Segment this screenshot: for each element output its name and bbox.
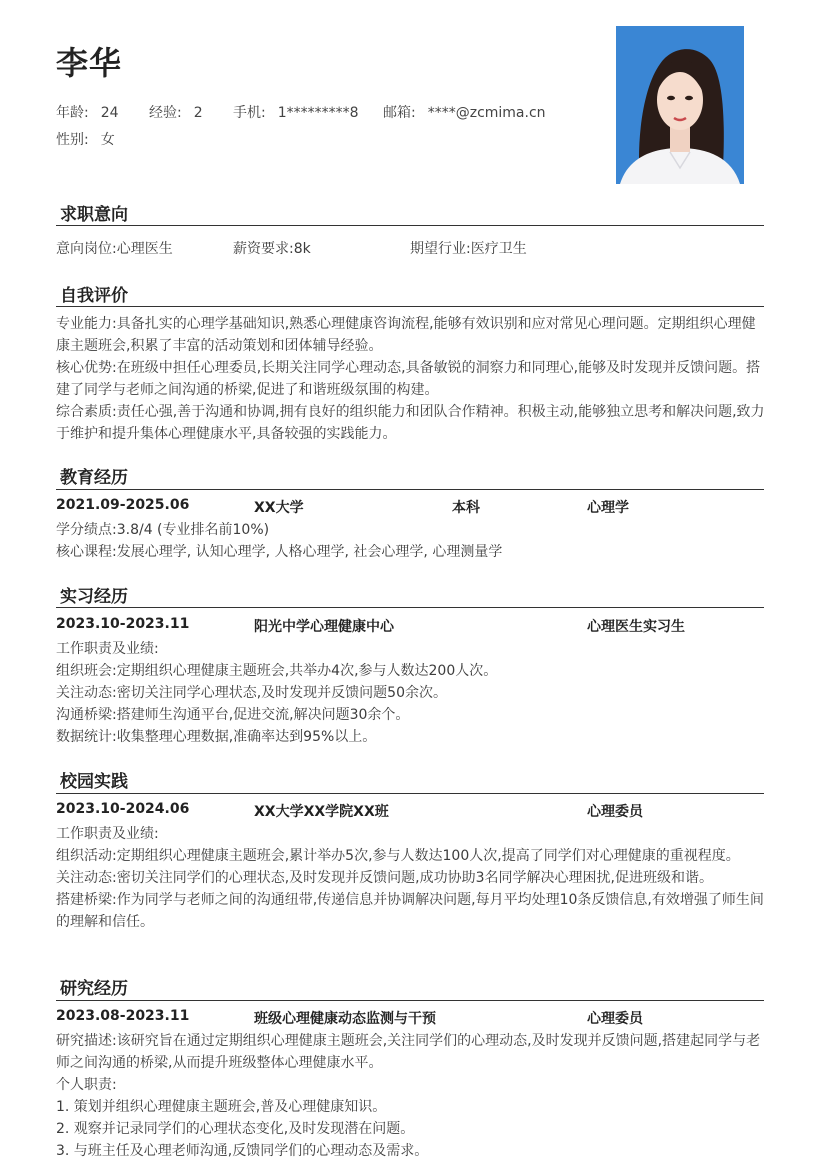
section-title-job-intent: 求职意向 (60, 205, 128, 225)
profile-photo (616, 26, 744, 184)
self-eval-professional: 专业能力:具备扎实的心理学基础知识,熟悉心理健康咨询流程,能够有效识别和应对常见心理问题。定期组织心理健康主题班会,积累了丰富的活动策划和团体辅导经验。 (56, 316, 756, 354)
age-item (56, 102, 149, 122)
campus-line: 组织活动:定期组织心理健康主题班会,累计举办5次,参与人数达100人次,提高了同学们对心理健康的重视程度。 (56, 848, 740, 864)
section-divider (56, 225, 764, 226)
research-details (56, 1030, 766, 1162)
gender-row (56, 129, 115, 149)
portrait-image (616, 26, 744, 184)
section-title-education: 教育经历 (60, 468, 128, 488)
internship-period: 2023.10-2023.11 (56, 616, 190, 632)
internship-line: 组织班会:定期组织心理健康主题班会,共举办4次,参与人数达200人次。 (56, 663, 498, 679)
experience-label: 经验: (149, 105, 182, 121)
campus-details (56, 823, 766, 933)
basic-info-row (56, 102, 546, 122)
education-gpa: 学分绩点:3.8/4 (专业排名前10%) (56, 522, 270, 538)
gender-value: 女 (100, 132, 115, 148)
research-project: 班级心理健康动态监测与干预 (254, 1011, 436, 1027)
education-major: 心理学 (587, 500, 629, 516)
campus-org: XX大学XX学院XX班 (254, 804, 389, 820)
internship-role: 心理医生实习生 (587, 619, 685, 635)
experience-item (149, 102, 233, 122)
phone-item (233, 102, 383, 122)
experience-value: 2 (193, 105, 203, 121)
desired-position: 意向岗位:心理医生 (56, 241, 173, 257)
section-divider (56, 793, 764, 794)
research-line: 研究描述:该研究旨在通过定期组织心理健康主题班会,关注同学们的心理动态,及时发现并反馈问题,搭建起同学与老师之间沟通的桥梁,从而提升班级整体心理健康水平。 (56, 1033, 761, 1071)
education-school: XX大学 (254, 500, 304, 516)
internship-line: 沟通桥梁:搭建师生沟通平台,促进交流,解决问题30余个。 (56, 707, 410, 723)
internship-org: 阳光中学心理健康中心 (254, 619, 394, 635)
age-label: 年龄: (56, 105, 89, 121)
self-eval-strength: 核心优势:在班级中担任心理委员,长期关注同学心理动态,具备敏锐的洞察力和同理心,能够及时发现并反馈问题。搭建了同学与老师之间沟通的桥梁,促进了和谐班级氛围的构建。 (56, 360, 761, 398)
section-title-internship: 实习经历 (60, 587, 128, 607)
campus-line: 工作职责及业绩: (56, 826, 159, 842)
campus-header-row (56, 801, 764, 821)
campus-line: 搭建桥梁:作为同学与老师之间的沟通纽带,传递信息并协调解决问题,每月平均处理10条反馈信息,有效增强了师生间的理解和信任。 (56, 892, 764, 930)
internship-line: 工作职责及业绩: (56, 641, 159, 657)
section-divider (56, 306, 764, 307)
internship-header-row (56, 616, 764, 636)
research-line: 个人职责: (56, 1077, 117, 1093)
email-item (383, 102, 546, 122)
education-details (56, 519, 766, 563)
phone-label: 手机: (233, 105, 266, 121)
research-line: 2. 观察并记录同学们的心理状态变化,及时发现潜在问题。 (56, 1121, 415, 1137)
education-header-row (56, 497, 764, 517)
expected-industry: 期望行业:医疗卫生 (410, 241, 527, 257)
section-title-self-evaluation: 自我评价 (60, 286, 128, 306)
research-header-row (56, 1008, 764, 1028)
candidate-name: 李华 (56, 44, 123, 82)
research-role: 心理委员 (587, 1011, 643, 1027)
research-line: 1. 策划并组织心理健康主题班会,普及心理健康知识。 (56, 1099, 387, 1115)
section-title-campus-practice: 校园实践 (60, 772, 128, 792)
research-period: 2023.08-2023.11 (56, 1008, 190, 1024)
education-degree: 本科 (452, 500, 480, 516)
internship-details (56, 638, 766, 748)
education-courses: 核心课程:发展心理学, 认知心理学, 人格心理学, 社会心理学, 心理测量学 (56, 544, 503, 560)
section-divider (56, 489, 764, 490)
email-label: 邮箱: (383, 105, 416, 121)
section-divider (56, 607, 764, 608)
self-evaluation-body (56, 313, 766, 445)
internship-line: 关注动态:密切关注同学心理状态,及时发现并反馈问题50余次。 (56, 685, 447, 701)
age-value: 24 (100, 105, 119, 121)
campus-period: 2023.10-2024.06 (56, 801, 190, 817)
expected-salary: 薪资要求:8k (233, 241, 311, 257)
email-value: ****@zcmima.cn (427, 105, 546, 121)
section-title-research: 研究经历 (60, 979, 128, 999)
phone-value: 1*********8 (277, 105, 359, 121)
internship-line: 数据统计:收集整理心理数据,准确率达到95%以上。 (56, 729, 377, 745)
gender-label: 性别: (56, 132, 89, 148)
section-divider (56, 1000, 764, 1001)
education-period: 2021.09-2025.06 (56, 497, 190, 513)
campus-line: 关注动态:密切关注同学们的心理状态,及时发现并反馈问题,成功协助3名同学解决心理困扰,促进班级和谐。 (56, 870, 713, 886)
research-line: 3. 与班主任及心理老师沟通,反馈同学们的心理动态及需求。 (56, 1143, 429, 1159)
campus-role: 心理委员 (587, 804, 643, 820)
self-eval-quality: 综合素质:责任心强,善于沟通和协调,拥有良好的组织能力和团队合作精神。积极主动,能够独立思考和解决问题,致力于维护和提升集体心理健康水平,具备较强的实践能力。 (56, 404, 765, 442)
